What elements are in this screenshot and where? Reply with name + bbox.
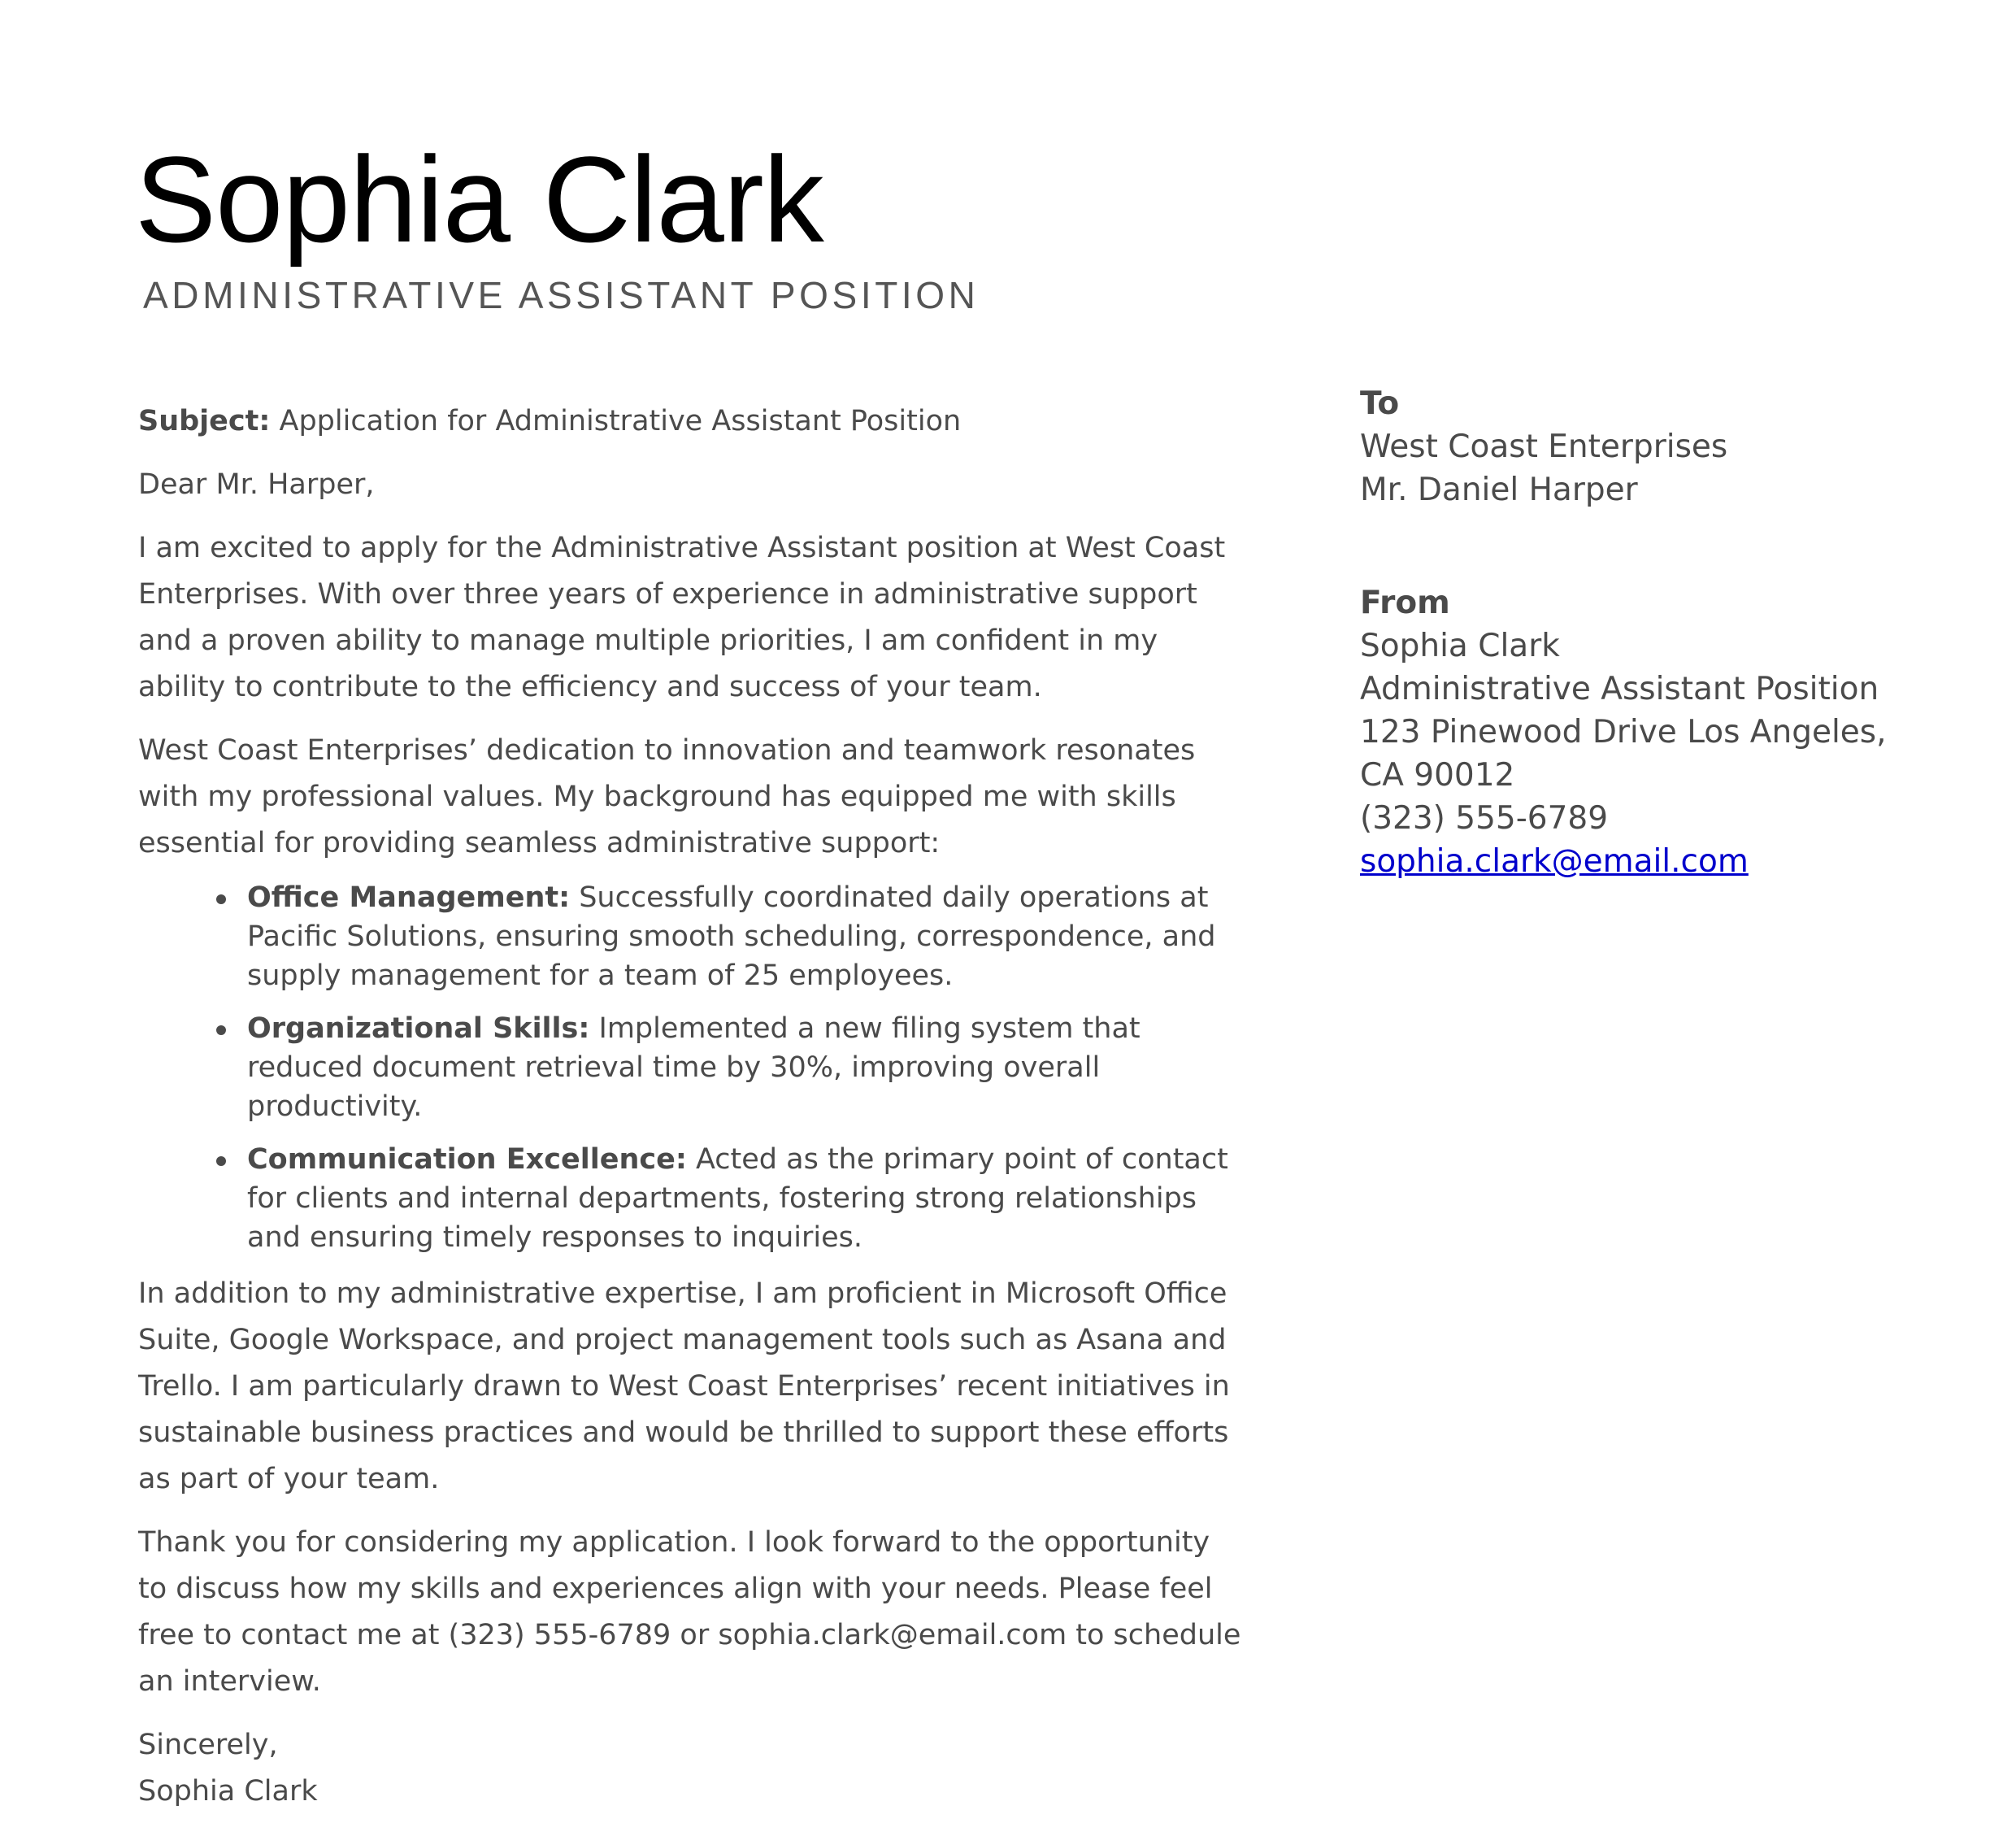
bullet-title: Organizational Skills:: [247, 1012, 590, 1045]
bullet-text: Acted as the primary point of contact for clients and internal departments, fostering strong relationships and ensuring timely responses to inquiries.: [247, 1143, 1228, 1254]
signoff: [138, 1722, 1244, 1815]
to-label: To: [1360, 385, 1400, 422]
closing: Sincerely,: [138, 1729, 278, 1761]
applicant-name: Sophia Clark: [135, 131, 823, 268]
address-block: [1360, 382, 1978, 883]
from-title: Administrative Assistant Position: [1360, 671, 1879, 707]
paragraph-intro: I am excited to apply for the Administrative Assistant position at West Coast Enterprises. With over three years of experience in administrative support and a proven ability to manage multiple priorities, I am confident in my ability to contribute to the efficiency and success of your team.: [138, 532, 1226, 703]
paragraph-values: West Coast Enterprises’ dedication to innovation and teamwork resonates with my professional values. My background has equipped me with skills essential for providing seamless administrative support:: [138, 734, 1196, 859]
bullet-text: Implemented a new filing system that reduced document retrieval time by 30%, improving overall productivity.: [247, 1012, 1141, 1123]
bullet-title: Office Management:: [247, 881, 571, 914]
spacer: [1360, 511, 1978, 581]
subject-line: [138, 398, 1244, 445]
from-address-line2: CA 90012: [1360, 757, 1515, 794]
bullet-text: Successfully coordinated daily operations at Pacific Solutions, ensuring smooth scheduling, correspondence, and supply management for a team of 25 employees.: [247, 881, 1216, 992]
paragraph-tools: In addition to my administrative expertise, I am proficient in Microsoft Office Suite, Google Workspace, and project management tools such as Asana and Trello. I am particularly drawn to West Coast Enterprises’ recent initiatives in sustainable business practices and would be thrilled to support these efforts as part of your team.: [138, 1277, 1230, 1495]
skills-list: [138, 878, 1244, 1257]
list-item: [247, 1009, 1244, 1126]
to-person: Mr. Daniel Harper: [1360, 472, 1638, 508]
from-name: Sophia Clark: [1360, 628, 1560, 664]
to-company: West Coast Enterprises: [1360, 429, 1728, 465]
greeting: Dear Mr. Harper,: [138, 468, 375, 501]
signature: Sophia Clark: [138, 1775, 318, 1808]
subject-text: Application for Administrative Assistant Position: [270, 405, 962, 437]
bullet-title: Communication Excellence:: [247, 1143, 687, 1176]
from-phone: (323) 555-6789: [1360, 800, 1609, 837]
list-item: [247, 878, 1244, 995]
subject-label: Subject:: [138, 405, 271, 437]
from-address-line1: 123 Pinewood Drive Los Angeles,: [1360, 714, 1887, 750]
list-item: [247, 1140, 1244, 1257]
position-subtitle: ADMINISTRATIVE ASSISTANT POSITION: [143, 274, 980, 316]
letter-body: [138, 398, 1244, 1815]
email-link[interactable]: sophia.clark@email.com: [1360, 843, 1749, 880]
from-label: From: [1360, 585, 1450, 621]
paragraph-thanks: Thank you for considering my application. I look forward to the opportunity to discuss how my skills and experiences align with your needs. Please feel free to contact me at (323) 555-6789 or sophia.clark@email.com to schedule an interview.: [138, 1526, 1241, 1698]
